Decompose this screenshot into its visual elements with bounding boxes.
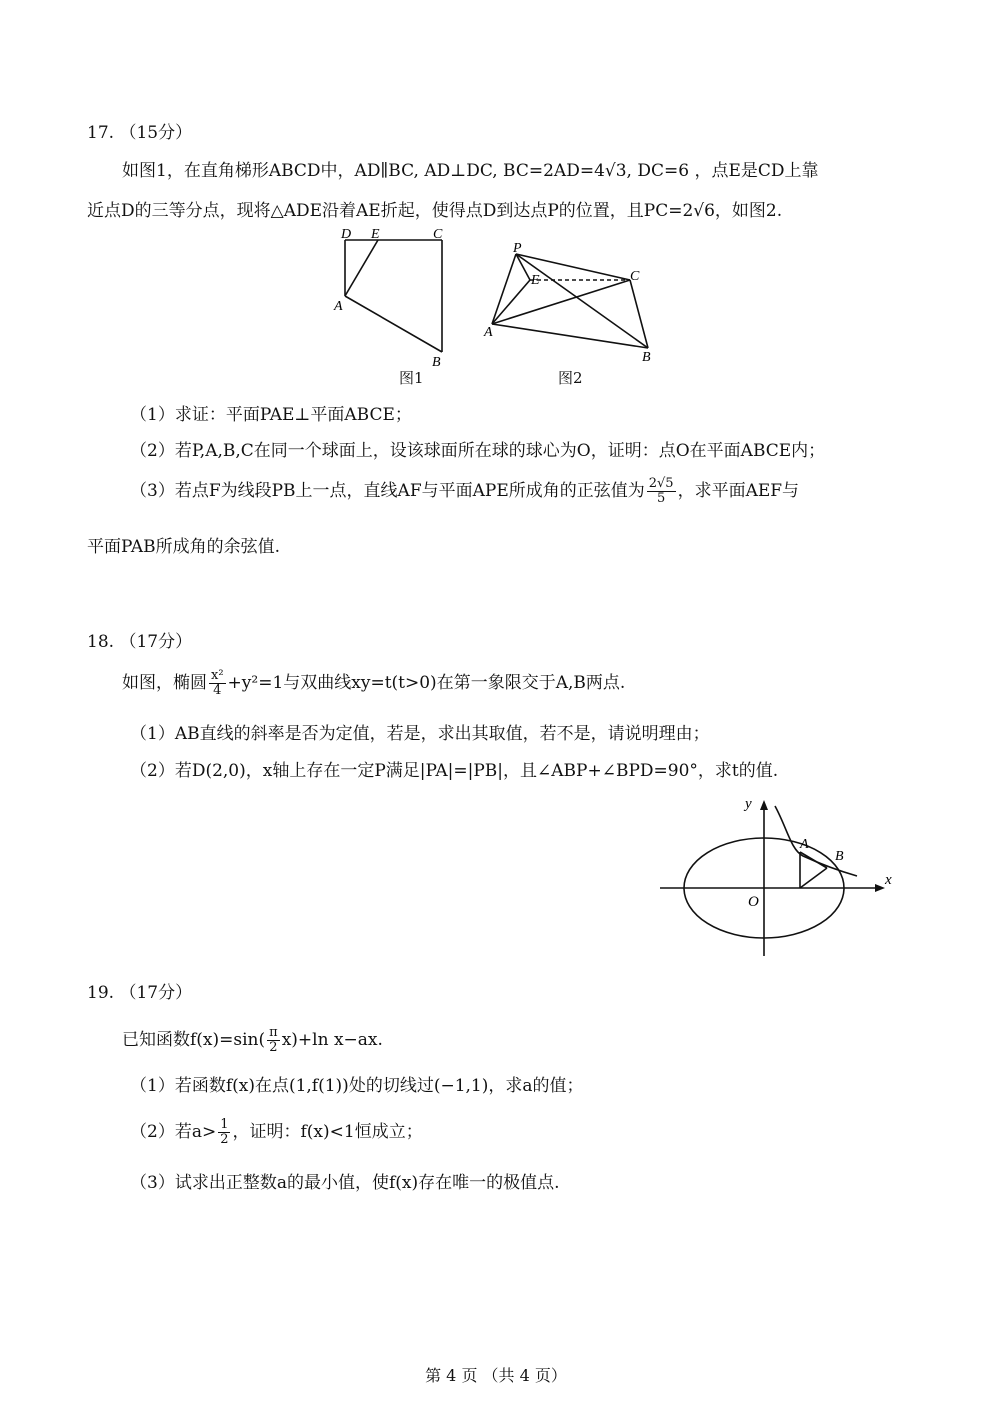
q17-part3-text-b: ，求平面AEF与 [677,481,800,501]
q19-part2-text-b: ，证明：f(x)<1恒成立； [232,1122,423,1142]
q19-part2-frac-den: 2 [220,1132,229,1147]
q18-fig-label-o: O [748,894,759,910]
q17-fig2-caption: 图2 [558,369,583,387]
q19-intro [122,1025,383,1055]
q17-part1: （1）求证：平面PAE⊥平面ABCE； [130,405,412,425]
q18-part2: （2）若D(2,0)，x轴上存在一定P满足|PA|=|PB|，且∠ABP+∠BPD=90°，求t的值. [130,761,779,781]
q19-intro-fraction [267,1026,280,1054]
q17-part3-frac-num: 2√5 [648,476,674,492]
fig1-label-a: A [334,299,343,314]
fig1-label-d: D [341,227,352,242]
fig1-label-c: C [433,227,443,242]
fig1-label-b: B [432,355,441,370]
fig2-label-b: B [642,350,651,365]
q17-intro-line2: 近点D的三等分点，现将△ADE沿着AE折起，使得点D到达点P的位置，且PC=2√6，如图2. [87,201,783,221]
q18-intro [122,668,625,698]
q17-figure-1 [330,226,460,376]
q17-part3-continued: 平面PAB所成角的余弦值. [87,537,281,557]
q18-intro-text-b: +y²=1与双曲线xy=t(t>0)在第一象限交于A,B两点. [227,673,626,693]
q18-figure [655,792,905,962]
q18-intro-text-a: 如图，椭圆 [122,673,207,693]
q17-part3 [130,476,799,506]
q19-frac-den: 2 [269,1040,278,1055]
q19-frac-num: π [269,1025,278,1041]
q19-part2-fraction [218,1118,230,1146]
q18-fig-label-a: A [800,837,809,852]
q19-part2-frac-num: 1 [220,1117,229,1133]
q17-intro-line1: 如图1，在直角梯形ABCD中，AD∥BC, AD⊥DC, BC=2AD=4√3, DC=6 ，点E是CD上靠 [122,161,819,181]
q17-part3-frac-den: 5 [657,491,666,506]
q19-intro-text-b: x)+ln x−ax. [281,1030,383,1050]
q18-frac-den: 4 [213,683,222,698]
q18-frac-num: x² [211,668,224,684]
q18-part1: （1）AB直线的斜率是否为定值，若是，求出其取值，若不是，请说明理由； [130,724,710,744]
q19-part1: （1）若函数f(x)在点(1,f(1))处的切线过(−1,1)，求a的值； [130,1076,584,1096]
q18-fig-label-b: B [835,849,844,864]
q17-fig1-caption: 图1 [399,369,424,387]
fig2-label-c: C [630,269,640,284]
q18-fig-label-y: y [745,796,752,812]
q17-part3-text-a: （3）若点F为线段PB上一点，直线AF与平面APE所成角的正弦值为 [130,481,645,501]
fig2-label-p: P [513,241,522,256]
q19-header: 19. （17分） [87,983,193,1003]
q18-fig-label-x: x [885,872,892,888]
q17-figure-2 [478,236,668,371]
q17-header: 17. （15分） [87,123,193,143]
fig2-label-e: E [531,273,540,288]
q18-intro-fraction [209,669,226,697]
q19-part2-text-a: （2）若a> [130,1122,217,1142]
q19-part3: （3）试求出正整数a的最小值，使f(x)存在唯一的极值点. [130,1173,560,1193]
page-footer: 第 4 页 （共 4 页） [425,1366,567,1385]
fig1-label-e: E [371,227,380,242]
q17-part3-fraction [647,477,676,505]
q19-part2 [130,1117,423,1147]
q19-intro-text-a: 已知函数f(x)=sin( [122,1030,266,1050]
fig2-label-a: A [484,325,493,340]
q17-part2: （2）若P,A,B,C在同一个球面上，设该球面所在球的球心为O，证明：点O在平面ABCE内； [130,441,826,461]
q18-header: 18. （17分） [87,632,193,652]
